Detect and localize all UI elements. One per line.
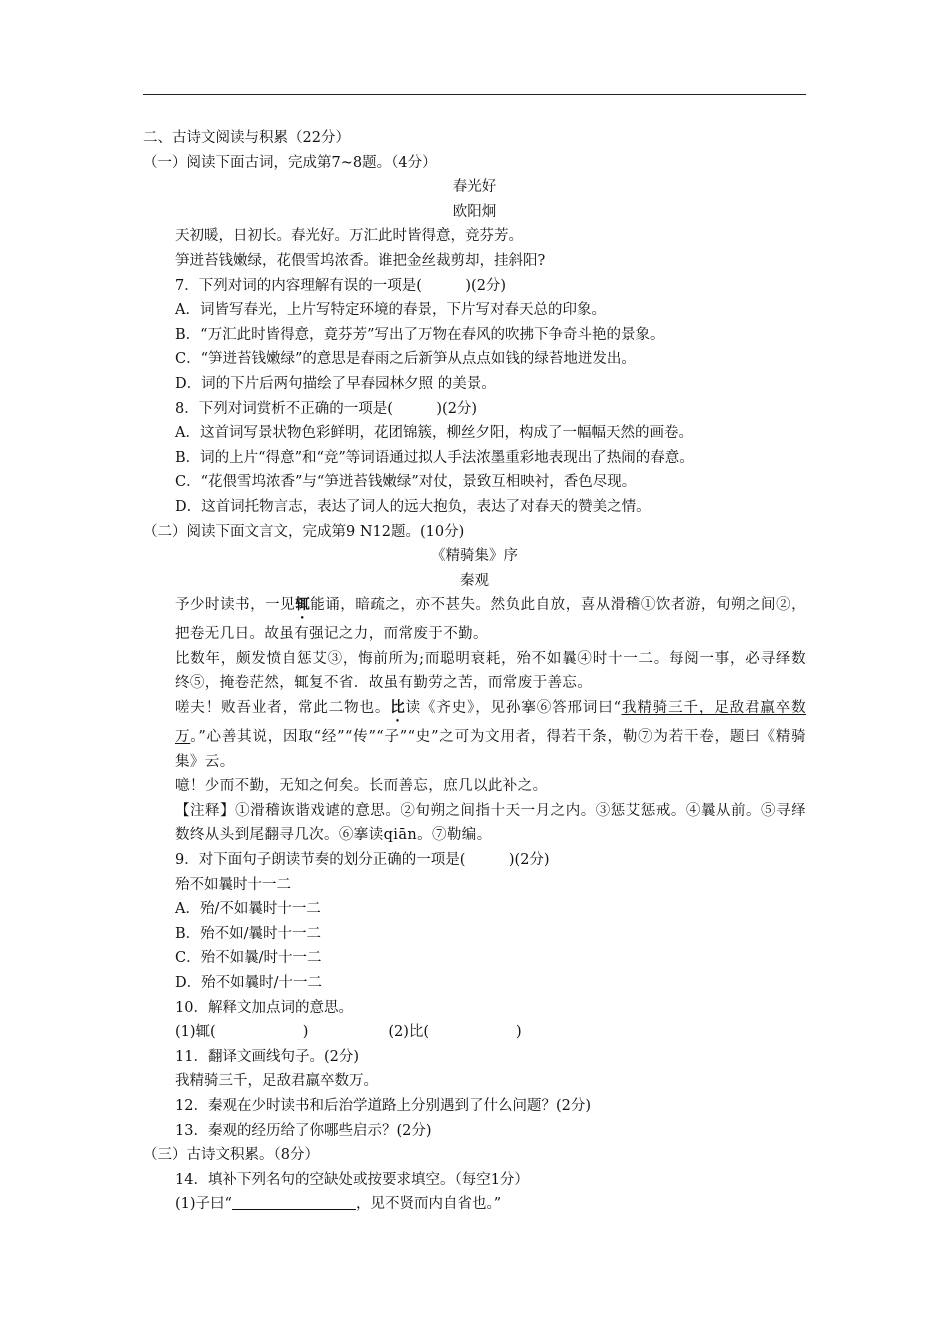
essay-paragraph-2: 比数年，颇发愤自惩艾③，悔前所为;而聪明衰耗，殆不如曩④时十一二。每阅一事，必寻绎数终⑤，掩卷茫然，辄复不省．故虽有勤劳之苦，而常废于善忘。 [175, 650, 806, 692]
q8-option-b: B．词的上片“得意”和“竞”等词语通过拟人手法浓墨重彩地表现出了热闹的春意。 [175, 449, 694, 466]
q9-option-d: D．殆不如曩时/十一二 [175, 975, 323, 991]
exam-page [143, 126, 806, 1217]
part2-intro: （二）阅读下面文言文，完成第9 N12题。(10分) [143, 523, 465, 540]
q9-option-a: A．殆/不如曩时十一二 [175, 901, 321, 918]
header-rule [143, 94, 806, 95]
q14-item-1: (1)子曰“ ，见不贤而内自省也。” [175, 1196, 502, 1213]
q8-option-a: A．这首词写景状物色彩鲜明，花团锦簇，柳丝夕阳，构成了一幅幅天然的画卷。 [175, 425, 693, 442]
underlined-sentence: 我精骑三千，足敌君羸卒数万 [175, 700, 806, 746]
q7-option-d: D．词的下片后两句描绘了早春园林夕照 的美景。 [175, 375, 496, 392]
q10-items [143, 1020, 806, 1045]
q13-stem: 13．秦观的经历给了你哪些启示？(2分) [175, 1122, 432, 1139]
poem-line-1: 天初暖，日初长。春光好。万汇此时皆得意，竞芬芳。 [175, 228, 523, 245]
poem-line-2: 笋迸苔钱嫩绿，花偎雪坞浓香。谁把金丝裁剪却，挂斜阳? [175, 252, 546, 269]
q9-option-c: C．殆不如曩/时十一二 [175, 950, 322, 967]
q8-option-c: C．“花偎雪坞浓香”与“笋迸苔钱嫩绿”对仗，景致互相映衬，香色尽现。 [175, 474, 637, 491]
essay-title: 《精骑集》序 [431, 548, 518, 565]
q7-option-b: B．“万汇此时皆得意，竟芬芳”写出了万物在春风的吹拂下争奇斗艳的景象。 [175, 326, 665, 343]
q10-item-1[interactable]: (1)辄( ) [175, 1024, 309, 1041]
essay-notes: 【注释】①滑稽诙谐戏谑的意思。②旬朔之间指十天一月之内。③惩艾惩戒。④曩从前。⑤寻绎数终从头到尾翻寻几次。⑥搴读qiān。⑦勒编。 [175, 802, 806, 844]
fill-in-blank[interactable] [232, 1195, 356, 1210]
q12-stem: 12．秦观在少时读书和后治学道路上分别遇到了什么问题？(2分) [175, 1097, 591, 1114]
q8-stem: 8．下列对词赏析不正确的一项是( )(2分) [175, 400, 478, 417]
essay-paragraph-3: 嗟夫！败吾业者，常此二物也。比读《齐史》，见孙搴⑥答邢词曰“我精骑三千，足敌君羸卒数万。”心善其说，因取“经”“传”“子”“史”之可为文用者，得若干条，勒⑦为若干卷，题曰《精骑集》云。 [175, 699, 806, 770]
q11-sentence: 我精骑三千，足敌君羸卒数万。 [175, 1073, 378, 1090]
q10-item-2[interactable]: (2)比( ) [388, 1024, 522, 1041]
q9-stem: 9．对下面句子朗读节奏的划分正确的一项是( )(2分) [175, 852, 550, 869]
q10-stem: 10．解释文加点词的意思。 [175, 999, 353, 1016]
essay-paragraph-4: 噫！少而不勤，无知之何矣。长而善忘，庶几以此补之。 [175, 778, 548, 795]
q9-option-b: B．殆不如/曩时十一二 [175, 925, 322, 942]
part3-intro: （三）古诗文积累。（8分） [143, 1147, 319, 1164]
q11-stem: 11．翻译文画线句子。(2分) [175, 1048, 359, 1065]
q7-option-c: C．“笋迸苔钱嫩绿”的意思是春雨之后新笋从点点如钱的绿苔地迸发出。 [175, 351, 636, 368]
part1-intro: （一）阅读下面古词，完成第7~8题。（4分） [143, 154, 437, 171]
dotted-word-bi: 比 [390, 699, 406, 717]
poem-author: 欧阳炯 [452, 203, 497, 220]
essay-author: 秦观 [460, 572, 489, 589]
essay-paragraph-1: 予少时读书，一见辄能诵，暗疏之，亦不甚失。然负此自放，喜从滑稽①饮者游，旬朔之间②，把卷无几日。故虽有强记之力，而常废于不勤。 [175, 596, 806, 643]
poem-title: 春光好 [452, 179, 497, 196]
q14-stem: 14．填补下列名句的空缺处或按要求填空。（每空1分） [175, 1171, 529, 1188]
q8-option-d: D．这首词托物言志，表达了词人的远大抱负，表达了对春天的赞美之情。 [175, 498, 651, 515]
q7-option-a: A．词皆写春光，上片写特定环境的春景，下片写对春天总的印象。 [175, 302, 606, 319]
q9-sentence: 殆不如曩时十一二 [175, 876, 291, 893]
dotted-word-zhe: 辄 [295, 596, 311, 614]
q7-stem: 7．下列对词的内容理解有误的一项是( )(2分) [175, 277, 507, 294]
section-heading: 二、古诗文阅读与积累（22分） [143, 130, 350, 146]
